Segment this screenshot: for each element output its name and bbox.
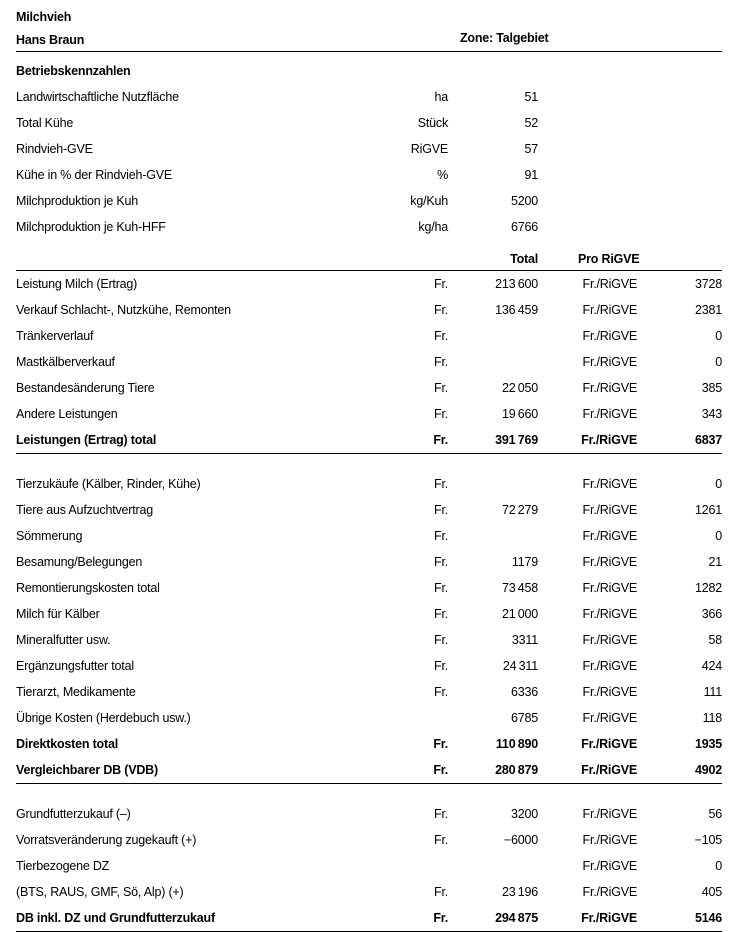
- section-title-betriebskennzahlen: Betriebskennzahlen: [16, 64, 131, 78]
- per-rigve-unit: Fr./RiGVE: [581, 433, 637, 447]
- per-rigve-value: 366: [701, 607, 722, 621]
- per-rigve-value: 56: [708, 807, 722, 821]
- row-label: Mineralfutter usw.: [16, 633, 111, 647]
- currency-unit: Fr.: [434, 807, 448, 821]
- table-row: [16, 757, 722, 783]
- per-rigve-value: 0: [715, 355, 722, 369]
- row-label: DB inkl. DZ und Grundfutterzukauf: [16, 911, 215, 925]
- kennzahl-value: 91: [524, 168, 538, 182]
- currency-unit: Fr.: [433, 433, 448, 447]
- row-label: Bestandesänderung Tiere: [16, 381, 155, 395]
- report-title: Milchvieh: [16, 10, 72, 24]
- per-rigve-unit: Fr./RiGVE: [582, 329, 637, 343]
- row-label: (BTS, RAUS, GMF, Sö, Alp) (+): [16, 885, 184, 899]
- per-rigve-unit: Fr./RiGVE: [582, 685, 637, 699]
- table-row: [16, 297, 722, 323]
- table-row: [16, 627, 722, 653]
- per-rigve-unit: Fr./RiGVE: [582, 711, 637, 725]
- per-rigve-value: 3728: [694, 277, 722, 291]
- deckungsbeitrag-section: [16, 801, 722, 932]
- per-rigve-unit: Fr./RiGVE: [582, 633, 637, 647]
- table-row: [16, 427, 722, 453]
- per-rigve-value: 21: [708, 555, 722, 569]
- table-row: [16, 523, 722, 549]
- kennzahl-unit: %: [437, 168, 448, 182]
- currency-unit: Fr.: [433, 911, 448, 925]
- report-subheader: [16, 31, 722, 46]
- kennzahl-label: Milchproduktion je Kuh: [16, 194, 139, 208]
- row-label: Leistungen (Ertrag) total: [16, 433, 157, 447]
- table-row: [16, 323, 722, 349]
- row-label: Tierbezogene DZ: [16, 859, 110, 873]
- kennzahl-row: [16, 110, 722, 136]
- per-rigve-unit: Fr./RiGVE: [582, 885, 637, 899]
- kennzahl-value: 52: [524, 116, 538, 130]
- currency-unit: Fr.: [434, 685, 448, 699]
- per-rigve-unit: Fr./RiGVE: [582, 303, 637, 317]
- direktkosten-section: [16, 471, 722, 784]
- row-label: Ergänzungsfutter total: [16, 659, 134, 673]
- row-label: Übrige Kosten (Herdebuch usw.): [16, 711, 191, 725]
- per-rigve-value: 1261: [694, 503, 722, 517]
- total-value: 280 879: [495, 763, 538, 777]
- column-header-pro-rigve: Pro RiGVE: [578, 252, 640, 266]
- per-rigve-value: 0: [715, 477, 722, 491]
- per-rigve-value: 405: [701, 885, 722, 899]
- total-value: 110 890: [495, 737, 538, 751]
- total-value: 294 875: [495, 911, 538, 925]
- currency-unit: Fr.: [434, 407, 448, 421]
- total-value: 21 000: [501, 607, 538, 621]
- currency-unit: Fr.: [434, 381, 448, 395]
- leistungen-section: [16, 271, 722, 454]
- kennzahlen-table: [16, 84, 722, 240]
- per-rigve-unit: Fr./RiGVE: [582, 277, 637, 291]
- total-value: 73 458: [501, 581, 538, 595]
- kennzahl-row: [16, 162, 722, 188]
- table-row: [16, 601, 722, 627]
- per-rigve-value: 1282: [694, 581, 722, 595]
- table-row: [16, 271, 722, 297]
- total-value: 6785: [510, 711, 538, 725]
- column-header-total: Total: [510, 252, 538, 266]
- currency-unit: Fr.: [434, 885, 448, 899]
- currency-unit: Fr.: [434, 581, 448, 595]
- per-rigve-unit: Fr./RiGVE: [582, 833, 637, 847]
- currency-unit: Fr.: [434, 355, 448, 369]
- per-rigve-value: 1935: [694, 737, 722, 751]
- row-label: Besamung/Belegungen: [16, 555, 143, 569]
- table-row: [16, 801, 722, 827]
- total-value: 1179: [511, 555, 538, 569]
- currency-unit: Fr.: [434, 529, 448, 543]
- row-label: Milch für Kälber: [16, 607, 100, 621]
- total-value: 3311: [511, 633, 538, 647]
- per-rigve-value: 0: [715, 529, 722, 543]
- total-value: −6000: [503, 833, 538, 847]
- row-label: Remontierungskosten total: [16, 581, 160, 595]
- table-row: [16, 401, 722, 427]
- kennzahl-row: [16, 136, 722, 162]
- per-rigve-unit: Fr./RiGVE: [582, 859, 637, 873]
- row-label: Tiere aus Aufzuchtvertrag: [16, 503, 153, 517]
- financial-table: [16, 271, 722, 932]
- per-rigve-unit: Fr./RiGVE: [582, 407, 637, 421]
- per-rigve-unit: Fr./RiGVE: [582, 503, 637, 517]
- row-label: Vergleichbarer DB (VDB): [16, 763, 158, 777]
- table-row: [16, 827, 722, 853]
- per-rigve-value: 111: [703, 685, 722, 699]
- per-rigve-unit: Fr./RiGVE: [582, 659, 637, 673]
- per-rigve-value: 0: [715, 329, 722, 343]
- table-row: [16, 853, 722, 879]
- kennzahl-label: Kühe in % der Rindvieh-GVE: [16, 168, 172, 182]
- per-rigve-unit: Fr./RiGVE: [582, 807, 637, 821]
- kennzahl-unit: RiGVE: [410, 142, 448, 156]
- kennzahl-value: 5200: [510, 194, 538, 208]
- currency-unit: Fr.: [434, 555, 448, 569]
- per-rigve-unit: Fr./RiGVE: [581, 763, 637, 777]
- currency-unit: Fr.: [434, 633, 448, 647]
- kennzahl-label: Total Kühe: [16, 116, 74, 130]
- total-value: 6336: [510, 685, 538, 699]
- total-value: 213 600: [495, 277, 538, 291]
- kennzahl-label: Milchproduktion je Kuh-HFF: [16, 220, 166, 234]
- kennzahl-row: [16, 188, 722, 214]
- row-label: Tierzukäufe (Kälber, Rinder, Kühe): [16, 477, 201, 491]
- per-rigve-unit: Fr./RiGVE: [582, 355, 637, 369]
- kennzahl-label: Rindvieh-GVE: [16, 142, 93, 156]
- table-row: [16, 653, 722, 679]
- per-rigve-unit: Fr./RiGVE: [581, 911, 637, 925]
- per-rigve-value: 343: [701, 407, 722, 421]
- table-row: [16, 375, 722, 401]
- currency-unit: Fr.: [433, 763, 448, 777]
- total-value: 24 311: [502, 659, 538, 673]
- per-rigve-value: 4902: [694, 763, 722, 777]
- total-value: 22 050: [501, 381, 538, 395]
- per-rigve-value: 118: [702, 711, 722, 725]
- per-rigve-value: 2381: [694, 303, 722, 317]
- kennzahl-row: [16, 214, 722, 240]
- per-rigve-value: 0: [715, 859, 722, 873]
- total-value: 3200: [510, 807, 538, 821]
- per-rigve-unit: Fr./RiGVE: [581, 737, 637, 751]
- total-value: 72 279: [501, 503, 538, 517]
- per-rigve-unit: Fr./RiGVE: [582, 555, 637, 569]
- currency-unit: Fr.: [434, 607, 448, 621]
- per-rigve-unit: Fr./RiGVE: [582, 529, 637, 543]
- per-rigve-unit: Fr./RiGVE: [582, 581, 637, 595]
- currency-unit: Fr.: [434, 329, 448, 343]
- currency-unit: Fr.: [434, 303, 448, 317]
- per-rigve-value: 6837: [694, 433, 722, 447]
- per-rigve-unit: Fr./RiGVE: [582, 477, 637, 491]
- total-value: 23 196: [501, 885, 538, 899]
- kennzahl-unit: kg/ha: [418, 220, 448, 234]
- table-row: [16, 549, 722, 575]
- row-label: Leistung Milch (Ertrag): [16, 277, 138, 291]
- row-label: Tränkerverlauf: [16, 329, 94, 343]
- currency-unit: Fr.: [434, 833, 448, 847]
- table-row: [16, 731, 722, 757]
- kennzahl-value: 57: [524, 142, 538, 156]
- table-row: [16, 575, 722, 601]
- currency-unit: Fr.: [434, 477, 448, 491]
- table-row: [16, 879, 722, 905]
- row-label: Verkauf Schlacht-, Nutzkühe, Remonten: [16, 303, 231, 317]
- row-label: Grundfutterzukauf (–): [16, 807, 131, 821]
- total-value: 19 660: [501, 407, 538, 421]
- per-rigve-value: 424: [701, 659, 722, 673]
- row-label: Mastkälberverkauf: [16, 355, 115, 369]
- per-rigve-unit: Fr./RiGVE: [582, 381, 637, 395]
- row-label: Tierarzt, Medikamente: [16, 685, 136, 699]
- table-row: [16, 471, 722, 497]
- per-rigve-value: 5146: [694, 911, 722, 925]
- kennzahl-unit: ha: [434, 90, 448, 104]
- per-rigve-value: 58: [708, 633, 722, 647]
- per-rigve-value: 385: [701, 381, 722, 395]
- total-value: 136 459: [495, 303, 538, 317]
- table-row: [16, 679, 722, 705]
- table-row: [16, 705, 722, 731]
- table-row: [16, 349, 722, 375]
- farmer-name: Hans Braun: [16, 33, 85, 47]
- kennzahl-unit: kg/Kuh: [410, 194, 448, 208]
- kennzahl-value: 6766: [510, 220, 538, 234]
- table-header: [16, 252, 722, 268]
- table-row: [16, 905, 722, 931]
- zone-label: Zone: Talgebiet: [460, 31, 549, 45]
- currency-unit: Fr.: [434, 659, 448, 673]
- table-row: [16, 497, 722, 523]
- per-rigve-unit: Fr./RiGVE: [582, 607, 637, 621]
- kennzahl-row: [16, 84, 722, 110]
- row-label: Direktkosten total: [16, 737, 118, 751]
- kennzahl-value: 51: [524, 90, 538, 104]
- row-label: Andere Leistungen: [16, 407, 118, 421]
- kennzahl-label: Landwirtschaftliche Nutzfläche: [16, 90, 179, 104]
- currency-unit: Fr.: [433, 737, 448, 751]
- kennzahl-unit: Stück: [417, 116, 448, 130]
- header-divider: [16, 51, 722, 52]
- per-rigve-value: −105: [694, 833, 722, 847]
- row-label: Sömmerung: [16, 529, 83, 543]
- currency-unit: Fr.: [434, 277, 448, 291]
- total-value: 391 769: [495, 433, 538, 447]
- row-label: Vorratsveränderung zugekauft (+): [16, 833, 197, 847]
- currency-unit: Fr.: [434, 503, 448, 517]
